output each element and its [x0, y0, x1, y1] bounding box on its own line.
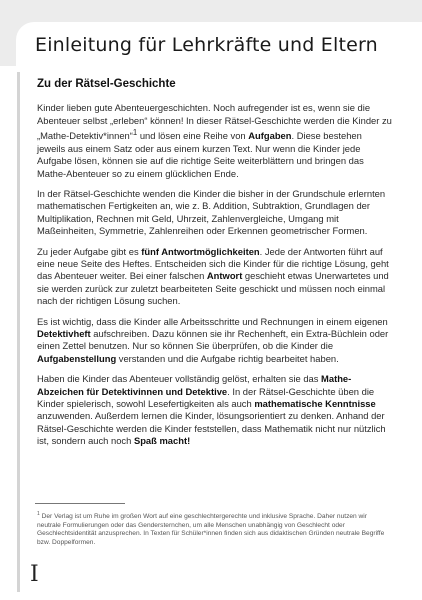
- left-margin-rule: [17, 72, 20, 592]
- section-title: Zu der Rätsel-Geschichte: [37, 78, 176, 90]
- page-title: Einleitung für Lehrkräfte und Eltern: [35, 34, 378, 56]
- paragraph-text: anzuwenden. Außerdem lernen die Kinder, lösungsorientiert zu denken. Anhand der Rätsel-Geschichte werden die Kinder feststellen, dass Mathematik nicht nur nützlich ist, sondern auch noch: [37, 410, 386, 447]
- bold-term: Aufgaben: [248, 130, 292, 142]
- footnote: [37, 510, 392, 548]
- paragraph-text: verstanden und die Aufgabe richtig bearbeitet haben.: [116, 352, 339, 364]
- paragraph-text: aufschreiben. Dazu können sie ihr Rechenheft, ein Extra-Büchlein oder einen Zettel benutzen. Nur so können Sie überprüfen, ob die Kinder die: [37, 328, 389, 352]
- paragraph-text: und lösen eine Reihe von: [137, 130, 249, 142]
- paragraph-text: Kinder lieben gute Abenteuergeschichten. Noch aufregender ist es, wenn sie die Abenteuer selbst „erleben“ können! In dieser Rätsel-Geschichte werden die Kinder zu „Mathe-Detektiv*innen“: [37, 102, 392, 142]
- paragraph-badge: [37, 373, 392, 447]
- paragraph-intro: [37, 102, 392, 180]
- paragraph-text: Es ist wichtig, dass die Kinder alle Arbeitsschritte und Rechnungen in einem eigenen: [37, 315, 388, 327]
- bold-term: fünf Antwortmöglichkeiten: [141, 245, 260, 257]
- paragraph-text: . In der Rätsel-Geschichte üben die Kinder spielerisch, sowohl Lesefertigkeiten als auch: [37, 385, 375, 410]
- bold-term: Detektivheft: [37, 328, 91, 340]
- paragraph-skills: In der Rätsel-Geschichte wenden die Kinder die bisher in der Grundschule erlernten mathematischen Fertigkeiten an, wie z. B. Addition, Subtraktion, Grundlagen der Multiplikation, Rechnen mit Geld, Uhrzeit, Zahlenvergleiche, Umgang mit Maßeinheiten, Symmetrie, Zahlenreihen oder Erkennen geometrischer Formen.: [37, 187, 386, 237]
- footnote-marker: 1: [37, 511, 40, 517]
- paragraph-text: Haben die Kinder das Abenteuer vollständig gelöst, erhalten sie das: [37, 373, 322, 385]
- footnote-reference: 1: [132, 128, 138, 138]
- bold-term: Mathe-Abzeichen für Detektivinnen und Detektive: [37, 373, 352, 397]
- paragraph-text: Zu jeder Aufgabe gibt es: [37, 245, 142, 257]
- bold-term: Aufgabenstellung: [37, 352, 117, 364]
- bold-term: Antwort: [206, 270, 243, 282]
- footnote-divider: [35, 503, 125, 504]
- page-number: I: [30, 562, 39, 587]
- footnote-text: Der Verlag ist um Ruhe im großen Wort auf eine geschlechtergerechte und inklusive Sprache. Daher nutzen wir neutrale Formulierungen oder das Gendersternchen, um alle Menschen unabhängig von Geschlecht oder Geschlechtsidentität anzusprechen. In Texten für Schüler*innen finden sich aus didaktischen Gründen neutrale Begriffe bzw. Doppelformen.: [37, 513, 385, 546]
- paragraph-text: geschieht etwas Unerwartetes und sie werden zurück zur zuletzt bearbeiteten Seite geschickt und müssen noch einmal nach der richtigen Lösung suchen.: [37, 270, 389, 307]
- bold-term: mathematische Kenntnisse: [254, 398, 376, 410]
- bold-term: Spaß macht!: [133, 435, 191, 447]
- paragraph-answers: [37, 246, 392, 308]
- paragraph-text: . Diese bestehen jeweils aus einem Satz oder aus einem kurzen Text. Nur wenn die Kinder jede Aufgabe lösen, können sie auf die richtige Seite weiterblättern und bringen das Mathe-Abenteuer so zu einem glücklichen Ende.: [37, 130, 364, 179]
- main-text: [37, 78, 392, 456]
- paragraph-notebook: [37, 316, 392, 366]
- paragraph-text: . Jede der Antworten führt auf eine neue Seite des Heftes. Entscheiden sich die Kinder für die richtige Lösung, geht das Abenteuer weiter. Bei einer falschen: [37, 245, 389, 282]
